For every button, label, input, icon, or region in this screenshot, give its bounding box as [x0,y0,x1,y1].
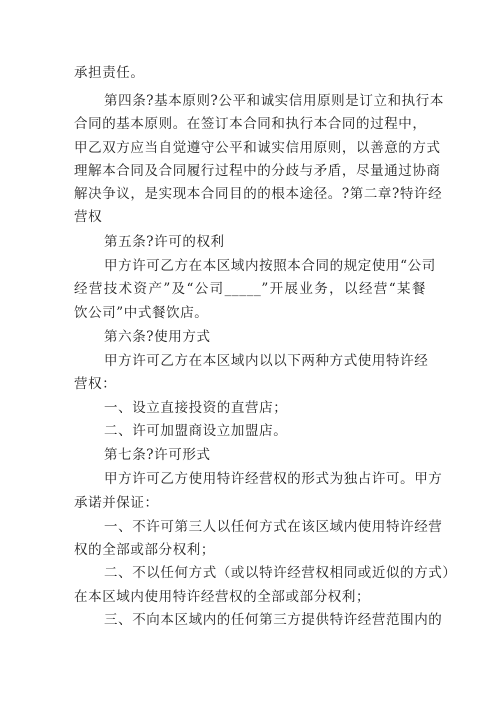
text-line: 营权 [74,209,103,225]
text-line: 甲方许可乙方在本区域内按照本合同的规定使用“公司 [104,258,436,274]
list-item: 一、不许可第三人以任何方式在该区域内使用特许经营 [104,519,443,535]
text-line: 甲方许可乙方在本区域内以以下两种方式使用特许经 [104,353,429,369]
list-item: 二、不以任何方式（或以特许经营权相同或近似的方式） [104,565,457,581]
text-line: 饮公司”中式餐饮店。 [74,305,209,321]
section-heading: 第七条?许可形式 [104,447,211,463]
text-line: 经营技术资产”及“公司_____”开展业务，以经营“某餐 [74,281,426,297]
text-line: 第四条?基本原则?公平和诚实信用原则是订立和执行本 [104,93,444,109]
text-line: 解决争议，是实现本合同目的的根本途径。?第二章?特许经 [74,186,443,202]
text-line: 理解本合同及合同履行过程中的分歧与矛盾，尽量通过协商 [74,163,441,179]
list-item: 一、设立直接投资的直营店； [104,400,288,416]
list-item: 二、许可加盟商设立加盟店。 [104,423,288,439]
text-line: 甲乙双方应当自觉遵守公平和诚实信用原则，以善意的方式 [74,140,441,156]
text-line: 承诺并保证： [74,495,159,511]
text-line: 权的全部或部分权利； [74,542,215,558]
section-heading: 第六条?使用方式 [104,329,211,345]
section-heading: 第五条?许可的权利 [104,234,225,250]
text-line: 合同的基本原则。在签订本合同和执行本合同的过程中， [74,116,427,132]
text-line: 在本区域内使用特许经营权的全部或部分权利； [74,589,371,605]
text-line: 营权： [74,376,117,392]
list-item: 三、不向本区域内的任何第三方提供特许经营范围内的 [104,612,443,628]
text-line: 甲方许可乙方使用特许经营权的形式为独占许可。甲方 [104,471,443,487]
text-line: 承担责任。 [74,65,145,81]
